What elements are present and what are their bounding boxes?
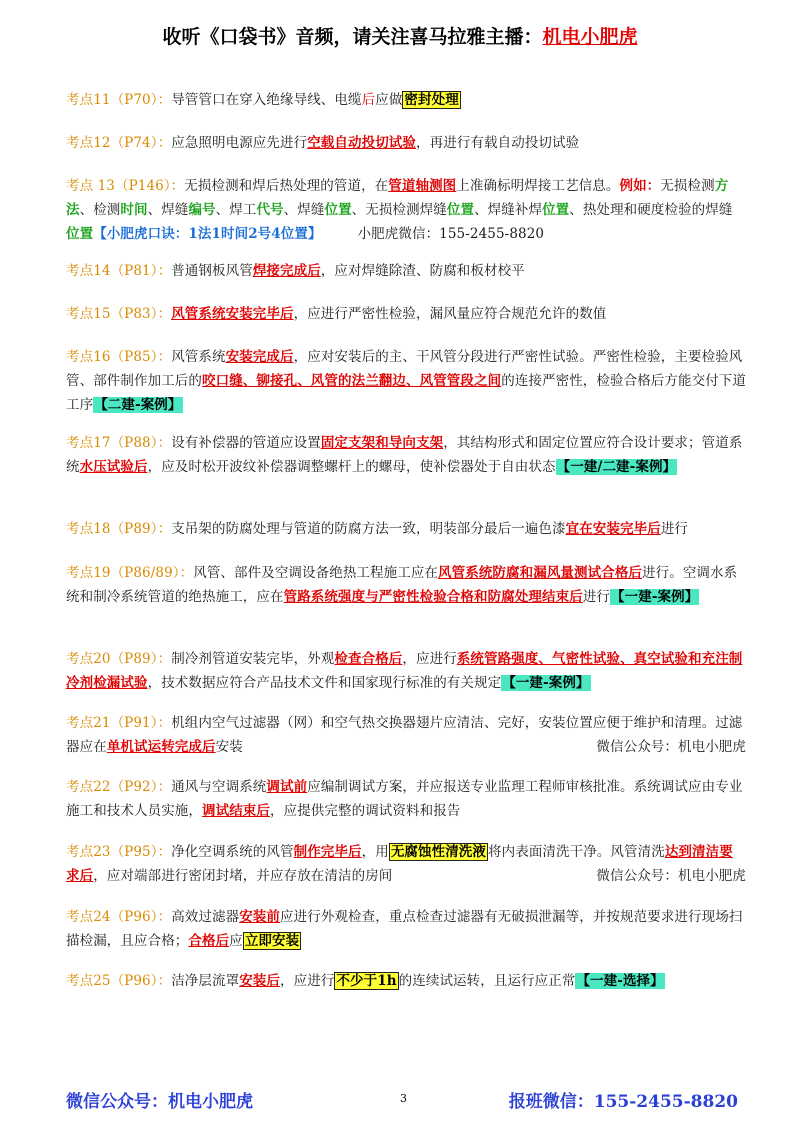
boxed-keyword: 无腐蚀性清洗液 — [390, 844, 487, 860]
kaodian-17: 考点17（P88）：设有补偿器的管道应设置固定支架和导向支架，其结构形式和固定位置应符合设计要求；管道系统水压试验后，应及时松开波纹补偿器调整螺杆上的螺母，使补偿器处于自由状态【一建/二建-案例】 — [66, 435, 743, 475]
kaodian-label: 考点23（P95）： — [66, 844, 172, 860]
header-text: 收听《口袋书》音频，请关注喜马拉雅主播： — [162, 26, 543, 48]
header-host: 机电小肥虎 — [542, 26, 638, 48]
highlight-text: 管路系统强度与严密性检验合格和防腐处理结束后 — [283, 589, 583, 605]
mnemonic-tip: 【小肥虎口诀：1法1时间2号4位置】 — [93, 226, 322, 242]
highlight-text: 安装完成后 — [225, 349, 294, 365]
highlight-text: 风管系统防腐和漏风量测试合格后 — [438, 565, 643, 581]
highlight-text: 安装后 — [239, 973, 281, 989]
highlight-text: 咬口缝、铆接孔、风管的法兰翻边、风管管段之间 — [202, 373, 502, 389]
exam-tag: 【二建-案例】 — [94, 397, 182, 413]
footer-enroll-wechat: 报班微信：155-2455-8820 — [508, 1092, 738, 1112]
kaodian-label: 考点21（P91）： — [66, 715, 172, 731]
example-label: 例如： — [619, 178, 661, 194]
highlight-text: 宜在安装完毕后 — [565, 521, 661, 537]
exam-tag: 【一建-案例】 — [502, 675, 590, 691]
page-number: 3 — [400, 1092, 407, 1105]
boxed-keyword: 密封处理 — [404, 92, 459, 108]
kaodian-label: 考点20（P89）： — [66, 651, 172, 667]
kaodian-22: 考点22（P92）：通风与空调系统调试前应编制调试方案，并应报送专业监理工程师审核批准。系统调试应由专业施工和技术人员实施，调试结束后，应提供完整的调试资料和报告 — [66, 779, 743, 819]
kaodian-16: 考点16（P85）：风管系统安装完成后，应对安装后的主、干风管分段进行严密性试验。严密性检验，主要检验风管、部件制作加工后的咬口缝、铆接孔、风管的法兰翻边、风管管段之间的连接严密性，检验合格后方能交付下道工序【二建-案例】 — [66, 349, 747, 413]
boxed-keyword: 不少于1h — [336, 973, 397, 989]
kaodian-18: 考点18（P89）：支吊架的防腐处理与管道的防腐方法一致，明装部分最后一遍色漆宜在安装完毕后进行 — [66, 521, 689, 537]
highlight-text: 管道轴测图 — [388, 178, 457, 194]
kaodian-13: 考点 13（P146）：无损检测和焊后热处理的管道，在管道轴测图上准确标明焊接工艺信息。例如：无损检测方法、检测时间、焊缝编号、焊工代号、焊缝位置、无损检测焊缝位置、焊缝补焊位置、热处理和硬度检验的焊缝位置【小肥虎口诀：1法1时间2号4位置】 小肥虎微信：155-2455-8820 — [66, 174, 746, 246]
kaodian-11: 考点11（P70）：导管管口在穿入绝缘导线、电缆后应做 密封处理 — [66, 92, 459, 108]
kaodian-label: 考点16（P85）： — [66, 349, 172, 365]
wechat-contact: 微信公众号：机电小肥虎 — [596, 739, 746, 755]
kaodian-label: 考点18（P89）： — [66, 521, 172, 537]
boxed-keyword: 立即安装 — [244, 933, 300, 949]
highlight-text: 制作完毕后 — [293, 844, 362, 860]
wechat-contact: 小肥虎微信：155-2455-8820 — [357, 226, 545, 242]
kaodian-25: 考点25（P96）：洁净层流罩安装后，应进行 不少于1h 的连续试运转，且运行应正常【一建-选择】 — [66, 973, 664, 989]
kaodian-24: 考点24（P96）：高效过滤器安装前应进行外观检查，重点检查过滤器有无破损泄漏等，并按规范要求进行现场扫描检漏，且应合格；合格后应 立即安装 — [66, 909, 743, 949]
highlight-text: 风管系统安装完毕后 — [171, 306, 294, 322]
kaodian-label: 考点14（P81）： — [66, 263, 172, 279]
exam-tag: 【一建/二建-案例】 — [556, 459, 677, 475]
highlight-text: 达到清洁要求后 — [66, 844, 733, 884]
kaodian-label: 考点15（P83）： — [66, 306, 172, 322]
highlight-text: 单机试运转完成后 — [106, 739, 216, 755]
page-header — [0, 22, 800, 49]
kaodian-20: 考点20（P89）：制冷剂管道安装完毕，外观检查合格后，应进行系统管路强度、气密性试验、真空试验和充注制冷剂检漏试验，技术数据应符合产品技术文件和国家现行标准的有关规定【一建-案例】 — [66, 651, 743, 691]
wechat-contact: 微信公众号：机电小肥虎 — [596, 868, 746, 884]
kaodian-15: 考点15（P83）：风管系统安装完毕后，应进行严密性检验，漏风量应符合规范允许的数值 — [66, 306, 607, 322]
exam-tag: 【一建-案例】 — [611, 589, 699, 605]
kaodian-label: 考点22（P92）： — [66, 779, 172, 795]
kaodian-label: 考点25（P96）： — [66, 973, 172, 989]
highlight-text: 调试结束后 — [202, 803, 270, 819]
highlight-text: 固定支架和导向支架 — [320, 435, 444, 451]
kaodian-14: 考点14（P81）：普通钢板风管焊接完成后，应对焊缝除渣、防腐和板材校平 — [66, 263, 525, 279]
highlight-text: 安装前 — [239, 909, 281, 925]
kaodian-21: 考点21（P91）：机组内空气过滤器（网）和空气热交换器翅片应清洁、完好，安装位置应便于维护和清理。过滤器应在单机试运转完成后安装 微信公众号：机电小肥虎 — [66, 711, 746, 759]
kaodian-19: 考点19（P86/89）：风管、部件及空调设备绝热工程施工应在风管系统防腐和漏风量测试合格后进行。空调水系统和制冷系统管道的绝热施工，应在管路系统强度与严密性检验合格和防腐处理结束后进行【一建-案例】 — [66, 565, 738, 605]
kaodian-12: 考点12（P74）：应急照明电源应先进行空载自动投切试验，再进行有载自动投切试验 — [66, 135, 580, 151]
highlight-text: 合格后 — [188, 933, 230, 949]
kaodian-label: 考点11（P70）： — [66, 92, 172, 108]
highlight-text: 系统管路强度、气密性试验、真空试验和充注制冷剂检漏试验 — [66, 651, 743, 691]
highlight-text: 检查合格后 — [334, 651, 403, 667]
kaodian-label: 考点17（P88）： — [66, 435, 172, 451]
exam-tag: 【一建-选择】 — [576, 973, 664, 989]
highlight-text: 调试前 — [266, 779, 308, 795]
kaodian-label: 考点19（P86/89）： — [66, 565, 194, 581]
highlight-text: 空载自动投切试验 — [307, 135, 417, 151]
highlight-text: 后 — [361, 92, 376, 108]
kaodian-label: 考点12（P74）： — [66, 135, 172, 151]
kaodian-23: 考点23（P95）：净化空调系统的风管制作完毕后，用 无腐蚀性清洗液 将内表面清洗干净。风管清洗达到清洁要求后，应对端部进行密闭封堵，并应存放在清洁的房间 微信公众号：机电小肥虎 — [66, 840, 746, 888]
highlight-text: 水压试验后 — [79, 459, 148, 475]
kaodian-label: 考点 13（P146）： — [66, 178, 185, 194]
highlight-text: 焊接完成后 — [252, 263, 321, 279]
kaodian-label: 考点24（P96）： — [66, 909, 172, 925]
footer-wechat-account: 微信公众号：机电小肥虎 — [66, 1092, 253, 1112]
